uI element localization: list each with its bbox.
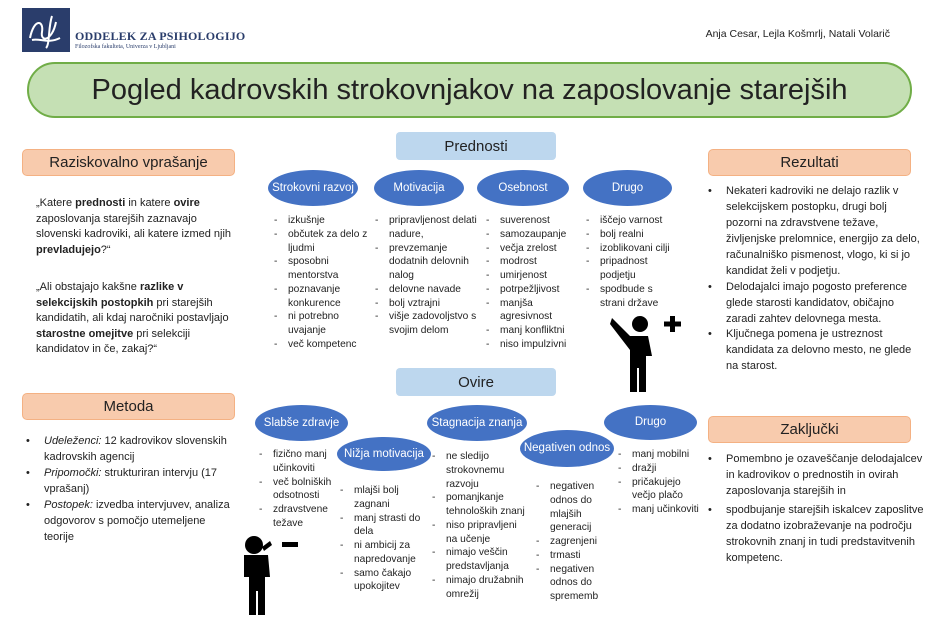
advantage-list	[272, 214, 372, 352]
method-item: • Postopek: izvedba intervjuvev, analiza odgovorov s pomočjo utemeljene teorije	[22, 498, 237, 546]
obstacle-list	[338, 484, 430, 594]
conclusions-heading: Zaključki	[708, 416, 911, 443]
list-item: - izoblikovani cilji	[584, 242, 674, 256]
list-item: - več kompetenc	[272, 338, 372, 352]
advantages-heading: Prednosti	[396, 132, 556, 160]
list-item: - izkušnje	[272, 214, 372, 228]
list-item: - iščejo varnost	[584, 214, 674, 228]
org-subtitle: Filozofska fakulteta, Univerza v Ljubljani	[75, 44, 176, 50]
list-item: - zdravstvene težave	[257, 503, 342, 531]
person-plus-icon	[610, 310, 690, 397]
list-item: - poznavanje konkurence	[272, 283, 372, 311]
obstacle-list	[534, 480, 604, 604]
advantage-list	[373, 214, 478, 338]
list-item: - dražji	[616, 462, 706, 476]
authors: Anja Cesar, Lejla Košmrlj, Natali Volarič	[705, 28, 890, 40]
list-item: - prevzemanje dodatnih delovnih nalog	[373, 242, 478, 283]
list-item: - mlajši bolj zagnani	[338, 484, 430, 512]
obstacles-heading: Ovire	[396, 368, 556, 396]
result-item: • Delodajalci imajo pogosto preference glede starosti kandidatov, običajno zaradi zahtev delovnega mesta.	[704, 280, 924, 328]
conclusions-list	[704, 452, 924, 567]
list-item: - zagrenjeni	[534, 535, 604, 549]
list-item: - trmasti	[534, 549, 604, 563]
list-item: - potrpežljivost	[484, 283, 579, 297]
obstacle-category: Drugo	[604, 405, 697, 440]
list-item: - manj strasti do dela	[338, 512, 430, 540]
list-item: - negativen odnos do sprememb	[534, 563, 604, 604]
list-item: - nimajo družabnih omrežij	[430, 574, 530, 602]
list-item: - več bolniških odsotnosti	[257, 476, 342, 504]
obstacle-list	[257, 448, 342, 531]
list-item: - ni potrebno uvajanje	[272, 310, 372, 338]
list-item: - ne sledijo strokovnemu razvoju	[430, 450, 530, 491]
list-item: - delovne navade	[373, 283, 478, 297]
obstacle-category: Stagnacija znanja	[427, 405, 527, 441]
person-minus-icon	[240, 533, 302, 620]
list-item: - bolj realni	[584, 228, 674, 242]
advantage-category: Strokovni razvoj	[268, 170, 358, 206]
method-list	[22, 434, 237, 546]
obstacle-list	[616, 448, 706, 517]
list-item: - sposobni mentorstva	[272, 255, 372, 283]
list-item: - višje zadovoljstvo s svojim delom	[373, 310, 478, 338]
list-item: - večja zrelost	[484, 242, 579, 256]
list-item: - manj mobilni	[616, 448, 706, 462]
obstacle-category: Negativen odnos	[520, 430, 614, 467]
research-question-1: „Katere prednosti in katere ovire zaposlovanja starejših zaznavajo slovenski kadroviki, ali katere izmed njih prevladujejo?“	[36, 197, 232, 256]
method-item: • Udeleženci: 12 kadrovikov slovenskih kadrovskih agencij	[22, 434, 237, 466]
conclusion-item: • spodbujanje starejših iskalcev zaposlitve za dodatno izobraževanje na področju strokovnih znanj in tudi predstavitvenih kompetenc.	[704, 503, 924, 567]
list-item: - občutek za delo z ljudmi	[272, 228, 372, 256]
list-item: - modrost	[484, 255, 579, 269]
list-item: - manj učinkoviti	[616, 503, 706, 517]
advantage-category: Osebnost	[477, 170, 569, 206]
list-item: - pričakujejo večjo plačo	[616, 476, 706, 504]
list-item: - suverenost	[484, 214, 579, 228]
list-item: - samozaupanje	[484, 228, 579, 242]
list-item: - pripravljenost delati nadure,	[373, 214, 478, 242]
list-item: - spodbude s strani države	[584, 283, 674, 311]
university-logo	[22, 8, 70, 52]
advantage-list	[484, 214, 579, 352]
list-item: - negativen odnos do mlajših generacij	[534, 480, 604, 535]
list-item: - niso pripravljeni na učenje	[430, 519, 530, 547]
method-heading: Metoda	[22, 393, 235, 420]
advantage-category: Drugo	[583, 170, 672, 206]
org-name: ODDELEK ZA PSIHOLOGIJO	[75, 29, 246, 43]
obstacle-category: Nižja motivacija	[337, 437, 431, 471]
research-question-2: „Ali obstajajo kakšne razlike v selekcijskih postopkih pri starejših kandidatih, ali kdaj naročniki postavljajo starostne omejitve pri selekciji kandidatov in če, zakaj?“	[36, 281, 229, 356]
list-item: - manj konfliktni	[484, 324, 579, 338]
obstacle-category: Slabše zdravje	[255, 405, 348, 441]
obstacle-list	[430, 450, 530, 601]
list-item: - pripadnost podjetju	[584, 255, 674, 283]
results-list	[704, 184, 924, 375]
list-item: - pomanjkanje tehnoloških znanj	[430, 491, 530, 519]
list-item: - bolj vztrajni	[373, 297, 478, 311]
list-item: - nimajo veščin predstavljanja	[430, 546, 530, 574]
conclusion-item: • Pomembno je ozaveščanje delodajalcev in kadrovikov o prednostih in ovirah zaposlovanja starejših in	[704, 452, 924, 500]
list-item: - niso impulzivni	[484, 338, 579, 352]
list-item: - umirjenost	[484, 269, 579, 283]
list-item: - manjša agresivnost	[484, 297, 579, 325]
advantage-list	[584, 214, 674, 310]
method-item: • Pripomočki: strukturiran intervju (17 vprašanj)	[22, 466, 237, 498]
results-heading: Rezultati	[708, 149, 911, 176]
list-item: - ni ambicij za napredovanje	[338, 539, 430, 567]
result-item: • Nekateri kadroviki ne delajo razlik v selekcijskem postopku, drugi bolj pozorni na zdravstvene težave, življenjske prelomnice, energijo za delo, računalniško pismenost, vlogo, ki si jo kandidat želi v podjetju.	[704, 184, 924, 280]
research-question-heading: Raziskovalno vprašanje	[22, 149, 235, 176]
poster-title: Pogled kadrovskih strokovnjakov na zaposlovanje starejših	[27, 62, 912, 118]
advantage-category: Motivacija	[374, 170, 464, 206]
list-item: - fizično manj učinkoviti	[257, 448, 342, 476]
list-item: - samo čakajo upokojitev	[338, 567, 430, 595]
result-item: • Ključnega pomena je ustreznost kandidata za delovno mesto, ne glede na starost.	[704, 327, 924, 375]
